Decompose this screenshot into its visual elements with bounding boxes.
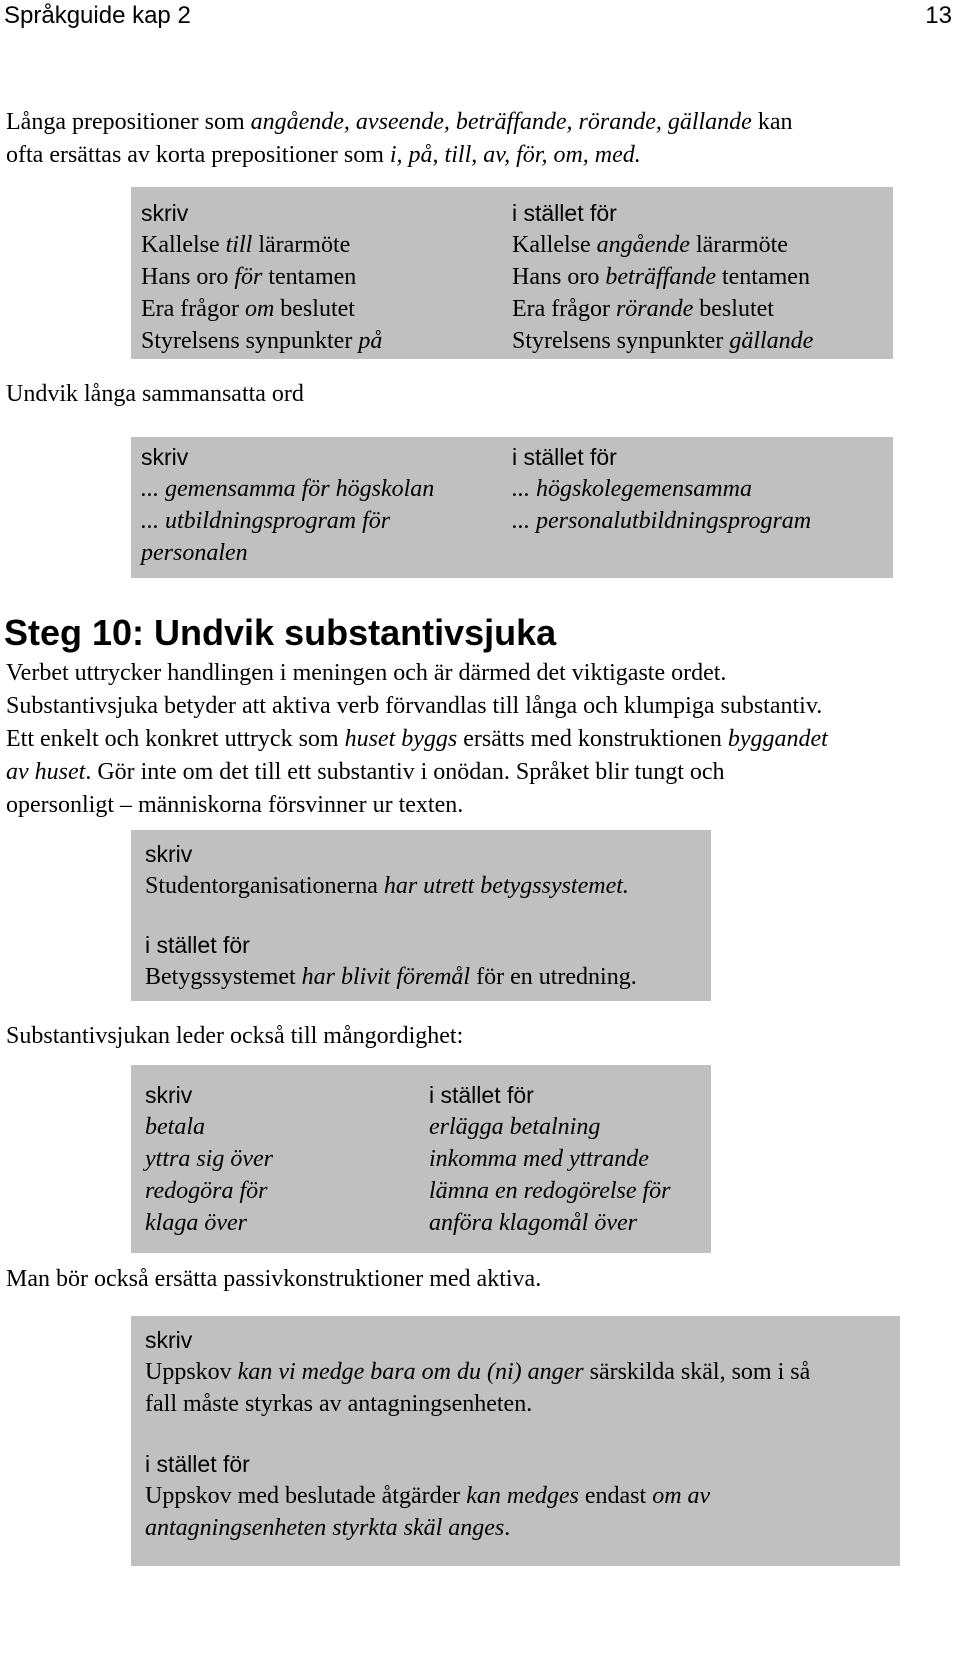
example-line: erlägga betalning <box>429 1114 601 1140</box>
intro-text: Långa prepositioner som <box>6 109 251 135</box>
section-heading: Steg 10: Undvik substantivsjuka <box>4 612 557 653</box>
section-body <box>6 657 956 822</box>
example-line: Betygssystemet har blivit föremål för en utredning. <box>145 964 637 990</box>
body-line: Ett enkelt och konkret uttryck som huset byggs ersätts med konstruktionen byggandet <box>6 726 828 752</box>
instead-of-header: i stället för <box>429 1082 534 1108</box>
example-line: personalen <box>141 540 248 566</box>
intro-italic-prepositions: angående, avseende, beträffande, rörande, gällande <box>250 109 752 135</box>
example-line: Hans oro beträffande tentamen <box>512 264 810 290</box>
page-number: 13 <box>925 2 952 29</box>
example-line: Styrelsens synpunkter gällande <box>512 328 814 354</box>
body-line: Verbet uttrycker handlingen i meningen och är därmed det viktigaste ordet. <box>6 660 727 686</box>
example-box-prepositions <box>131 187 893 359</box>
box-content <box>145 838 637 993</box>
example-line: Studentorganisationerna har utrett betygssystemet. <box>145 873 629 899</box>
intro-text: kan <box>751 109 793 135</box>
example-line: ... gemensamma för högskolan <box>141 476 435 502</box>
write-header: skriv <box>141 200 189 226</box>
intro-text: ofta ersättas av korta prepositioner som <box>6 142 390 168</box>
write-header: skriv <box>145 1082 193 1108</box>
subheading-compound-words: Undvik långa sammansatta ord <box>6 381 304 407</box>
subheading-wordiness: Substantivsjukan leder också till mångordighet: <box>6 1023 464 1049</box>
example-line: Kallelse angående lärarmöte <box>512 232 788 258</box>
write-header: skriv <box>141 444 189 470</box>
instead-of-header: i stället för <box>512 200 617 226</box>
example-line: lämna en redogörelse för <box>429 1178 671 1204</box>
write-header: skriv <box>145 1327 193 1353</box>
example-line: ... utbildningsprogram för <box>141 508 391 534</box>
instead-of-header: i stället för <box>145 1451 250 1477</box>
example-line: Hans oro för tentamen <box>141 264 357 290</box>
body-line: av huset. Gör inte om det till ett substantiv i onödan. Språket blir tungt och <box>6 759 725 785</box>
example-line: Uppskov med beslutade åtgärder kan medges endast om av <box>145 1483 711 1509</box>
intro-paragraph <box>6 106 956 172</box>
write-column <box>141 197 382 357</box>
example-line: ... personalutbildningsprogram <box>512 508 812 534</box>
write-column <box>145 1079 273 1239</box>
instead-of-column <box>512 197 813 357</box>
instead-of-header: i stället för <box>145 932 250 958</box>
example-box-wordiness <box>131 1065 711 1253</box>
running-header-title: Språkguide kap 2 <box>4 2 191 29</box>
example-box-substantive <box>131 830 711 1001</box>
example-line: Kallelse till lärarmöte <box>141 232 351 258</box>
instead-of-header: i stället för <box>512 444 617 470</box>
subheading-passive: Man bör också ersätta passivkonstruktioner med aktiva. <box>6 1266 542 1292</box>
instead-of-column <box>429 1079 671 1239</box>
write-header: skriv <box>145 841 193 867</box>
example-line: ... högskolegemensamma <box>512 476 752 502</box>
example-line: klaga över <box>145 1210 247 1236</box>
write-column <box>141 441 434 569</box>
example-line: inkomma med yttrande <box>429 1146 649 1172</box>
example-box-compound-words <box>131 437 893 578</box>
example-box-passive <box>131 1316 900 1566</box>
example-line: yttra sig över <box>145 1146 273 1172</box>
intro-italic-short-prepositions: i, på, till, av, för, om, med. <box>389 142 641 168</box>
example-line: anföra klagomål över <box>429 1210 637 1236</box>
body-line: Substantivsjuka betyder att aktiva verb förvandlas till långa och klumpiga substantiv. <box>6 693 823 719</box>
example-line: fall måste styrkas av antagningsenheten. <box>145 1391 533 1417</box>
example-line: Era frågor om beslutet <box>141 296 355 322</box>
box-content <box>145 1324 810 1544</box>
example-line: redogöra för <box>145 1178 268 1204</box>
example-line: Era frågor rörande beslutet <box>512 296 774 322</box>
example-line: betala <box>145 1114 205 1140</box>
example-line: Uppskov kan vi medge bara om du (ni) anger särskilda skäl, som i så <box>145 1359 811 1385</box>
example-line: Styrelsens synpunkter på <box>141 328 383 354</box>
body-line: opersonligt – människorna försvinner ur texten. <box>6 792 464 818</box>
instead-of-column <box>512 441 811 537</box>
example-line: antagningsenheten styrkta skäl anges. <box>145 1515 511 1541</box>
